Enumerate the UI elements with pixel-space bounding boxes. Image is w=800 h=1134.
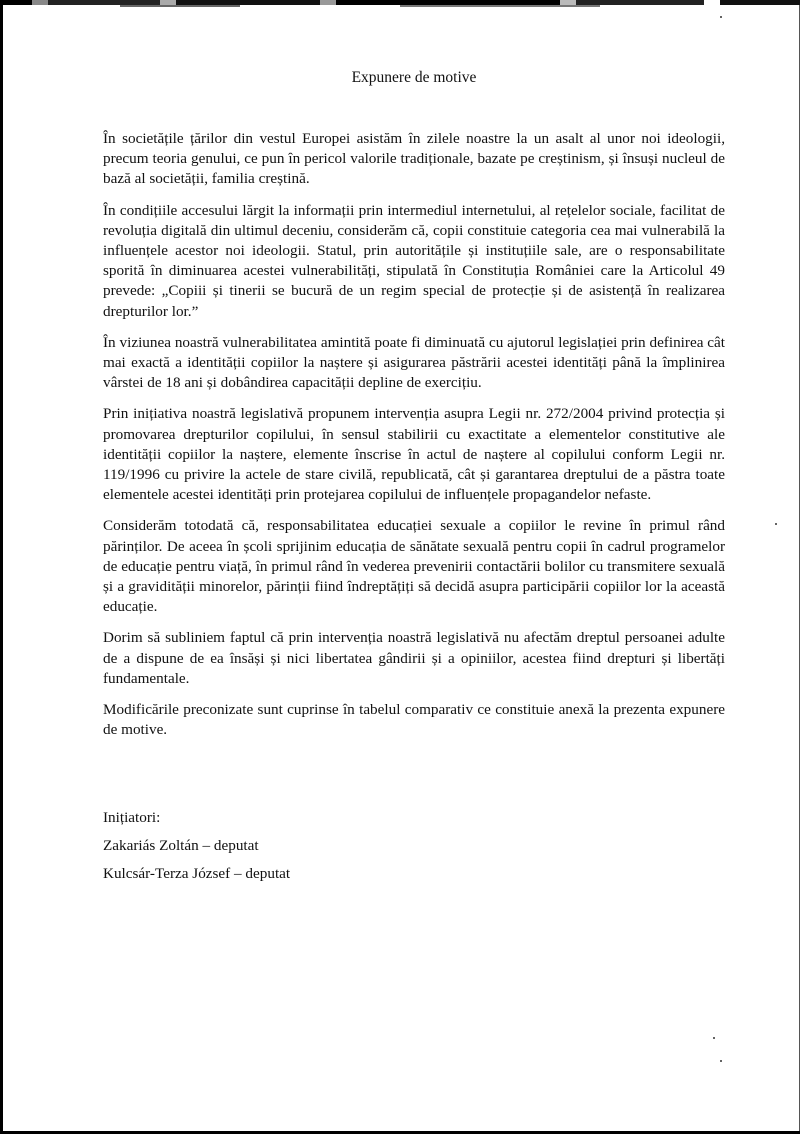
paragraph: În condițiile accesului lărgit la informații prin intermediul internetului, al rețelelor sociale, facilitat de revoluția digitală din ultimul deceniu, considerăm că, copii constituie categoria cea mai vulnerabilă la influențele acestor noi ideologii. Statul, prin autoritățile și instituțiile sale, are o responsabilitate sporită în diminuarea acestei vulnerabilități, stipulată în Constituția României care la Articolul 49 prevede: „Copiii și tinerii se bucură de un regim special de protecție și de asistență în realizarea drepturilor lor.” xyxy=(103,201,725,320)
scan-noise-top xyxy=(0,5,800,7)
paragraph: Considerăm totodată că, responsabilitatea educației sexuale a copiilor le revine în primul rând părinților. De aceea în școli sprijinim educația de sănătate sexuală pentru copii în cadrul programelor de educație pentru viață, în primul rând în vederea prevenirii contactării bolilor cu transmitere sexuală și a gravidității minorelor, părinții fiind îndreptățiți să decidă asupra participării copiilor lor la această educație. xyxy=(103,517,725,616)
document-body xyxy=(103,129,725,751)
signers-block xyxy=(103,808,290,892)
scan-speck xyxy=(775,523,777,525)
signer: Kulcsár-Terza József – deputat xyxy=(103,865,291,882)
paragraph: Prin inițiativa noastră legislativă propunem intervenția asupra Legii nr. 272/2004 privind protecția și promovarea drepturilor copilului, în sensul stabilirii cu exactitate a elementelor constitutive ale identității copiilor la naștere, elemente înscrise în actul de naștere al copilului conform Legii nr. 119/1996 cu privire la actele de stare civilă, republicată, cât și garantarea dreptului de a păstra toate elementele acestei identități prin protejarea copilului de influențele propagandelor nefaste. xyxy=(103,405,725,504)
signer: Zakariás Zoltán – deputat xyxy=(103,837,259,854)
paragraph: Dorim să subliniem faptul că prin intervenția noastră legislativă nu afectăm dreptul persoanei adulte de a dispune de ea însăși și nici libertatea gândirii și a opiniilor, acestea fiind drepturi și libertăți fundamentale. xyxy=(103,629,725,687)
scan-speck xyxy=(720,1060,722,1062)
paragraph: În societățile țărilor din vestul Europei asistăm în zilele noastre la un asalt al unor noi ideologii, precum teoria genului, ce pun în pericol valorile tradiționale, bazate pe creștinism, și însuși nucleul de bază al societății, familia creștină. xyxy=(103,130,725,188)
signers-heading: Inițiatori: xyxy=(103,809,161,826)
document-title: Expunere de motive xyxy=(351,69,477,86)
scan-speck xyxy=(713,1037,715,1039)
paragraph: Modificările preconizate sunt cuprinse în tabelul comparativ ce constituie anexă la prezenta expunere de motive. xyxy=(103,701,725,739)
scan-speck xyxy=(720,16,722,18)
paragraph: În viziunea noastră vulnerabilitatea amintită poate fi diminuată cu ajutorul legislației prin definirea cât mai exactă a identității copiilor la naștere și asigurarea păstrării acestei identități până la împlinirea vârstei de 18 ani și dobândirea capacității depline de exercițiu. xyxy=(103,333,725,392)
scan-border-left xyxy=(0,0,3,1134)
